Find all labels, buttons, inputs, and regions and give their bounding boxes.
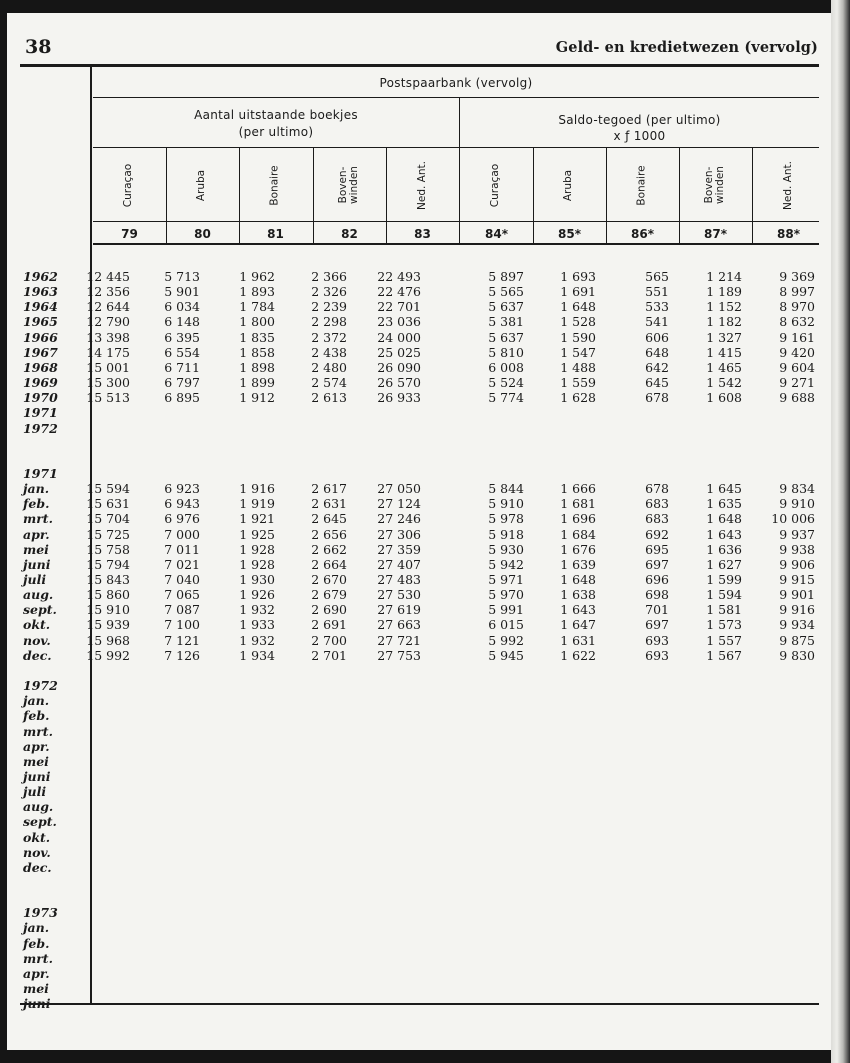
row-label: 1965 (23, 314, 58, 330)
page-number: 38 (25, 36, 52, 58)
row-label: juli (23, 784, 47, 800)
column-header-label: Bonaire (268, 164, 281, 206)
row-label: 1963 (23, 284, 58, 300)
table-cell: 8 997 (779, 284, 815, 300)
row-label: 1968 (23, 359, 58, 375)
table-cell: 678 (645, 481, 669, 497)
table-cell: 1 327 (706, 329, 742, 345)
table-cell: 26 933 (377, 390, 421, 406)
row-label: 1964 (23, 299, 58, 315)
table-cell: 9 271 (779, 375, 815, 391)
table-cell: 27 050 (377, 481, 421, 497)
table-cell: 8 970 (779, 299, 815, 315)
table-cell: 25 025 (377, 344, 421, 360)
table-cell: 9 830 (779, 647, 815, 663)
row-label: sept. (23, 814, 57, 830)
row-label: mei (23, 981, 49, 997)
table-cell: 533 (645, 299, 669, 315)
bottom-rule (20, 1003, 819, 1005)
table-cell: 1 608 (706, 390, 742, 406)
table-cell: 27 619 (377, 602, 421, 618)
table-cell: 22 493 (377, 269, 421, 284)
table-cell: 6 943 (164, 496, 200, 512)
row-label: 1969 (23, 375, 58, 391)
row-label: feb. (23, 708, 50, 724)
table-cell: 678 (645, 390, 669, 406)
header-rule-1 (93, 97, 819, 98)
table-cell: 12 445 (86, 269, 130, 284)
table-cell: 693 (645, 647, 669, 663)
table-cell: 2 326 (311, 284, 347, 300)
row-label: 1970 (23, 390, 58, 406)
row-label: apr. (23, 965, 50, 981)
table-cell: 1 691 (560, 284, 596, 300)
table-cell: 27 359 (377, 541, 421, 557)
table-cell: 1 557 (706, 632, 742, 648)
table-cell: 693 (645, 632, 669, 648)
table-cell: 5 713 (164, 269, 200, 284)
table-cell: 5 565 (488, 284, 524, 300)
row-label: 1967 (23, 344, 58, 360)
row-label: mei (23, 541, 49, 557)
table-cell: 1 638 (560, 587, 596, 603)
row-label: jan. (23, 481, 50, 497)
table-cell: 697 (645, 556, 669, 572)
table-cell: 1 648 (560, 572, 596, 587)
row-label: mrt. (23, 723, 53, 739)
table-cell: 2 372 (311, 329, 347, 345)
table-cell: 1 921 (239, 511, 275, 527)
row-label: mrt. (23, 511, 53, 527)
table-cell: 7 100 (164, 617, 200, 633)
column-header-label: Boven- winden (336, 166, 360, 204)
table-cell: 1 932 (239, 632, 275, 648)
column-number: 83 (414, 227, 431, 241)
table-cell: 15 513 (86, 390, 130, 406)
row-label: 1971 (23, 405, 58, 421)
table-cell: 5 970 (488, 587, 524, 603)
table-cell: 27 721 (377, 632, 421, 648)
table-cell: 2 700 (311, 632, 347, 648)
table-cell: 5 942 (488, 556, 524, 572)
row-label: 1972 (23, 678, 58, 694)
table-cell: 1 962 (239, 269, 275, 284)
table-cell: 1 932 (239, 602, 275, 618)
table-cell: 696 (645, 572, 669, 587)
table-cell: 565 (645, 269, 669, 284)
table-cell: 2 613 (311, 390, 347, 406)
table-cell: 27 246 (377, 511, 421, 527)
table-cell: 9 161 (779, 329, 815, 345)
column-header (458, 148, 534, 222)
row-label: juli (23, 572, 47, 587)
table-cell: 2 690 (311, 602, 347, 618)
table-cell: 1 214 (706, 269, 742, 284)
row-label: feb. (23, 935, 50, 951)
column-header (604, 148, 680, 222)
table-cell: 1 893 (239, 284, 275, 300)
table-cell: 1 648 (706, 511, 742, 527)
table-cell: 22 701 (377, 299, 421, 315)
table-cell: 23 036 (377, 314, 421, 330)
column-header (531, 148, 607, 222)
table-cell: 15 860 (86, 587, 130, 603)
table-cell: 6 976 (164, 511, 200, 527)
row-label: nov. (23, 844, 51, 860)
table-cell: 2 670 (311, 572, 347, 587)
table-cell: 642 (645, 359, 669, 375)
table-cell: 1 559 (560, 375, 596, 391)
row-label: dec. (23, 647, 52, 663)
table-cell: 1 631 (560, 632, 596, 648)
table-cell: 5 992 (488, 632, 524, 648)
table-cell: 15 758 (86, 541, 130, 557)
column-number: 81 (267, 227, 284, 241)
table-cell: 1 152 (706, 299, 742, 315)
column-header-label: Boven- winden (702, 166, 726, 204)
table-cell: 1 594 (706, 587, 742, 603)
table-cell: 1 599 (706, 572, 742, 587)
table-cell: 1 639 (560, 556, 596, 572)
top-rule (20, 64, 819, 67)
table-cell: 27 483 (377, 572, 421, 587)
table-cell: 6 554 (164, 344, 200, 360)
table-cell: 1 573 (706, 617, 742, 633)
table-cell: 6 711 (164, 359, 200, 375)
table-cell: 1 182 (706, 314, 742, 330)
table-cell: 2 664 (311, 556, 347, 572)
table-cell: 7 040 (164, 572, 200, 587)
row-label: aug. (23, 799, 54, 815)
table-cell: 15 794 (86, 556, 130, 572)
table-cell: 15 968 (86, 632, 130, 648)
table-cell: 5 930 (488, 541, 524, 557)
table-cell: 5 810 (488, 344, 524, 360)
column-number: 79 (121, 227, 138, 241)
table-cell: 1 635 (706, 496, 742, 512)
column-number: 88* (777, 227, 800, 241)
table-cell: 9 916 (779, 602, 815, 618)
table-cell: 5 901 (164, 284, 200, 300)
table-cell: 9 906 (779, 556, 815, 572)
column-number: 85* (558, 227, 581, 241)
table-cell: 1 930 (239, 572, 275, 587)
table-cell: 27 124 (377, 496, 421, 512)
table-cell: 5 978 (488, 511, 524, 527)
table-cell: 27 407 (377, 556, 421, 572)
table-cell: 8 632 (779, 314, 815, 330)
row-label: 1972 (23, 420, 58, 436)
row-label: 1966 (23, 329, 58, 345)
table-cell: 1 189 (706, 284, 742, 300)
book-edge (831, 0, 850, 1063)
table-cell: 1 528 (560, 314, 596, 330)
table-cell: 1 581 (706, 602, 742, 618)
header-rule-4 (93, 243, 819, 245)
table-cell: 1 858 (239, 344, 275, 360)
column-header (677, 148, 753, 222)
table-cell: 1 648 (560, 299, 596, 315)
table-cell: 2 656 (311, 526, 347, 542)
table-cell: 5 918 (488, 526, 524, 542)
table-cell: 1 567 (706, 647, 742, 663)
table-cell: 6 895 (164, 390, 200, 406)
column-header (91, 148, 167, 222)
column-header-label: Curaçao (489, 163, 502, 207)
table-cell: 541 (645, 314, 669, 330)
table-cell: 2 480 (311, 359, 347, 375)
table-cell: 5 524 (488, 375, 524, 391)
table-cell: 9 369 (779, 269, 815, 284)
table-cell: 6 923 (164, 481, 200, 497)
row-label: feb. (23, 496, 50, 512)
table-main-header: Postspaarbank (vervolg) (379, 76, 533, 90)
table-cell: 1 590 (560, 329, 596, 345)
table-cell: 1 684 (560, 526, 596, 542)
table-cell: 1 919 (239, 496, 275, 512)
table-cell: 551 (645, 284, 669, 300)
table-cell: 15 704 (86, 511, 130, 527)
table-cell: 692 (645, 526, 669, 542)
table-cell: 2 239 (311, 299, 347, 315)
table-cell: 1 934 (239, 647, 275, 663)
table-cell: 12 644 (86, 299, 130, 315)
table-cell: 1 622 (560, 647, 596, 663)
table-cell: 9 937 (779, 526, 815, 542)
table-cell: 1 928 (239, 556, 275, 572)
table-cell: 9 834 (779, 481, 815, 497)
table-cell: 1 693 (560, 269, 596, 284)
column-header-label: Ned. Ant. (781, 160, 794, 210)
table-cell: 27 306 (377, 526, 421, 542)
table-cell: 7 000 (164, 526, 200, 542)
table-cell: 14 175 (86, 344, 130, 360)
row-label: sept. (23, 602, 57, 618)
table-cell: 2 701 (311, 647, 347, 663)
table-cell: 698 (645, 587, 669, 603)
group-header-2-line2: x ƒ 1000 (613, 129, 666, 143)
table-cell: 2 679 (311, 587, 347, 603)
table-cell: 12 790 (86, 314, 130, 330)
table-cell: 2 645 (311, 511, 347, 527)
row-label: jan. (23, 693, 50, 709)
table-cell: 701 (645, 602, 669, 618)
table-cell: 1 926 (239, 587, 275, 603)
table-cell: 1 928 (239, 541, 275, 557)
column-header-label: Curaçao (122, 163, 135, 207)
table-cell: 9 688 (779, 390, 815, 406)
table-cell: 683 (645, 496, 669, 512)
column-header (384, 148, 460, 222)
table-cell: 1 465 (706, 359, 742, 375)
table-cell: 1 800 (239, 314, 275, 330)
row-label: apr. (23, 526, 50, 542)
table-cell: 1 676 (560, 541, 596, 557)
table-cell: 7 065 (164, 587, 200, 603)
column-number: 87* (704, 227, 727, 241)
column-header-label: Aruba (195, 169, 208, 201)
table-cell: 5 945 (488, 647, 524, 663)
table-cell: 26 090 (377, 359, 421, 375)
document-page (7, 13, 831, 1050)
table-cell: 5 774 (488, 390, 524, 406)
table-cell: 9 901 (779, 587, 815, 603)
row-label: nov. (23, 632, 51, 648)
table-cell: 1 835 (239, 329, 275, 345)
table-cell: 6 008 (488, 359, 524, 375)
table-cell: 606 (645, 329, 669, 345)
table-cell: 7 011 (164, 541, 200, 557)
table-cell: 15 910 (86, 602, 130, 618)
table-cell: 9 934 (779, 617, 815, 633)
table-cell: 2 298 (311, 314, 347, 330)
table-cell: 1 696 (560, 511, 596, 527)
table-cell: 7 126 (164, 647, 200, 663)
column-header (750, 148, 826, 222)
table-cell: 15 594 (86, 481, 130, 497)
column-number: 80 (194, 227, 211, 241)
table-cell: 5 637 (488, 299, 524, 315)
table-cell: 15 843 (86, 572, 130, 587)
row-label: 1973 (23, 905, 58, 921)
table-cell: 12 356 (86, 284, 130, 300)
table-cell: 1 627 (706, 556, 742, 572)
table-cell: 13 398 (86, 329, 130, 345)
table-cell: 1 645 (706, 481, 742, 497)
table-cell: 15 725 (86, 526, 130, 542)
table-cell: 1 542 (706, 375, 742, 391)
table-cell: 1 912 (239, 390, 275, 406)
row-label: okt. (23, 617, 51, 633)
row-label: dec. (23, 859, 52, 875)
table-cell: 1 415 (706, 344, 742, 360)
table-cell: 22 476 (377, 284, 421, 300)
table-cell: 15 992 (86, 647, 130, 663)
row-label: juni (23, 996, 51, 1012)
table-cell: 9 420 (779, 344, 815, 360)
table-cell: 7 021 (164, 556, 200, 572)
table-cell: 1 643 (706, 526, 742, 542)
table-cell: 24 000 (377, 329, 421, 345)
table-cell: 5 991 (488, 602, 524, 618)
table-cell: 27 530 (377, 587, 421, 603)
table-cell: 648 (645, 344, 669, 360)
table-cell: 695 (645, 541, 669, 557)
table-cell: 2 366 (311, 269, 347, 284)
table-cell: 1 628 (560, 390, 596, 406)
table-cell: 5 910 (488, 496, 524, 512)
table-cell: 2 662 (311, 541, 347, 557)
table-cell: 27 753 (377, 647, 421, 663)
table-cell: 27 663 (377, 617, 421, 633)
table-cell: 6 797 (164, 375, 200, 391)
table-cell: 1 547 (560, 344, 596, 360)
table-cell: 9 915 (779, 572, 815, 587)
row-label: juni (23, 556, 51, 572)
table-cell: 15 939 (86, 617, 130, 633)
table-cell: 6 015 (488, 617, 524, 633)
table-cell: 6 034 (164, 299, 200, 315)
row-label: apr. (23, 738, 50, 754)
column-number: 86* (631, 227, 654, 241)
column-header (311, 148, 387, 222)
table-cell: 2 631 (311, 496, 347, 512)
table-cell: 15 300 (86, 375, 130, 391)
table-cell: 5 971 (488, 572, 524, 587)
column-header-label: Bonaire (635, 164, 648, 206)
row-label: 1962 (23, 269, 58, 284)
table-cell: 1 647 (560, 617, 596, 633)
column-number: 82 (341, 227, 358, 241)
table-cell: 1 916 (239, 481, 275, 497)
table-cell: 6 148 (164, 314, 200, 330)
table-cell: 10 006 (771, 511, 815, 527)
column-number: 84* (485, 227, 508, 241)
table-cell: 1 643 (560, 602, 596, 618)
group-header-1-line1: Aantal uitstaande boekjes (194, 108, 358, 122)
column-header-label: Ned. Ant. (415, 160, 428, 210)
table-cell: 9 604 (779, 359, 815, 375)
row-label: mei (23, 753, 49, 769)
page-title: Geld- en kredietwezen (vervolg) (555, 39, 818, 56)
table-cell: 2 574 (311, 375, 347, 391)
table-cell: 9 875 (779, 632, 815, 648)
table-cell: 5 637 (488, 329, 524, 345)
column-header (237, 148, 313, 222)
table-cell: 5 381 (488, 314, 524, 330)
table-cell: 1 898 (239, 359, 275, 375)
table-cell: 697 (645, 617, 669, 633)
group-header-1-line2: (per ultimo) (238, 125, 314, 139)
row-label: mrt. (23, 950, 53, 966)
table-cell: 7 087 (164, 602, 200, 618)
table-cell: 9 938 (779, 541, 815, 557)
table-cell: 1 488 (560, 359, 596, 375)
row-label: 1971 (23, 465, 58, 481)
table-cell: 1 681 (560, 496, 596, 512)
table-cell: 1 666 (560, 481, 596, 497)
table-cell: 1 925 (239, 526, 275, 542)
table-cell: 9 910 (779, 496, 815, 512)
table-cell: 1 933 (239, 617, 275, 633)
table-cell: 5 897 (488, 269, 524, 284)
table-cell: 2 438 (311, 344, 347, 360)
column-header (164, 148, 240, 222)
table-cell: 7 121 (164, 632, 200, 648)
row-label: aug. (23, 587, 54, 603)
group-header-2-line1: Saldo-tegoed (per ultimo) (558, 113, 721, 127)
table-cell: 15 001 (86, 359, 130, 375)
table-cell: 2 617 (311, 481, 347, 497)
table-cell: 26 570 (377, 375, 421, 391)
table-cell: 5 844 (488, 481, 524, 497)
table-cell: 683 (645, 511, 669, 527)
row-label: okt. (23, 829, 51, 845)
table-cell: 1 636 (706, 541, 742, 557)
table-cell: 645 (645, 375, 669, 391)
row-label: jan. (23, 920, 50, 936)
table-cell: 1 899 (239, 375, 275, 391)
table-cell: 6 395 (164, 329, 200, 345)
column-header-label: Aruba (562, 169, 575, 201)
table-cell: 15 631 (86, 496, 130, 512)
table-cell: 1 784 (239, 299, 275, 315)
table-cell: 2 691 (311, 617, 347, 633)
row-label: juni (23, 768, 51, 784)
